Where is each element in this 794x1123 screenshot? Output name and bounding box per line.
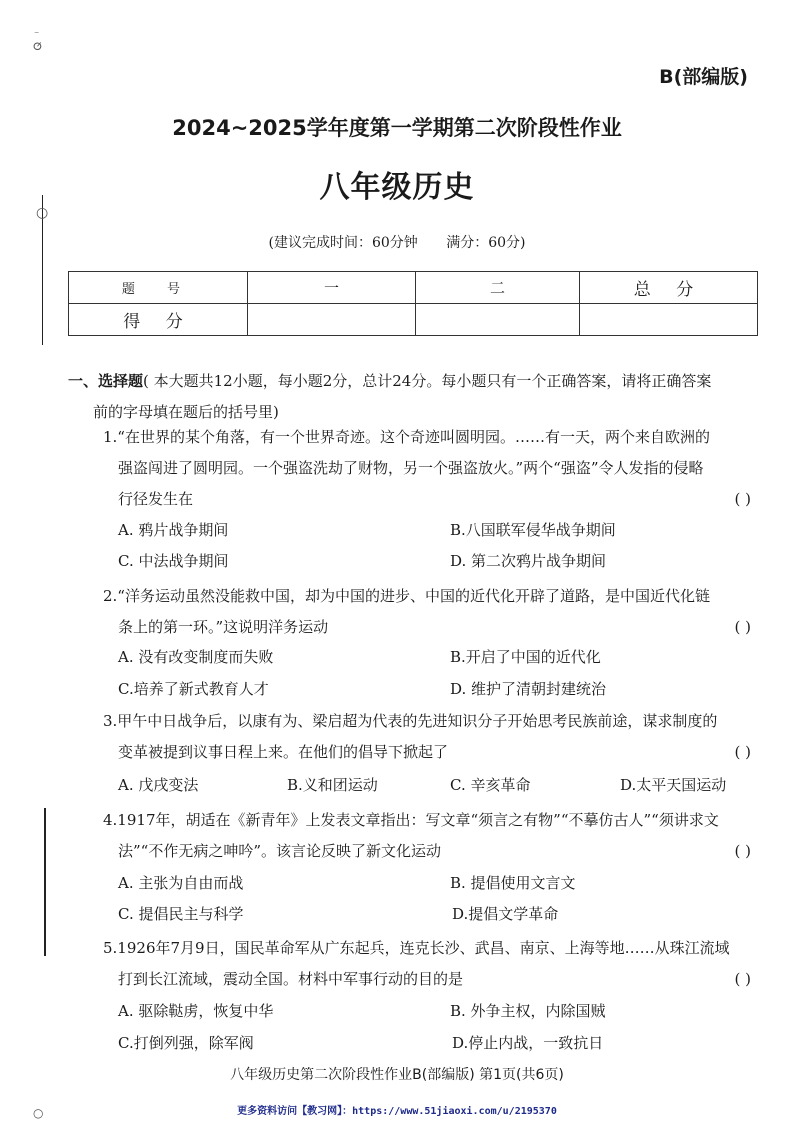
binding-line [44, 808, 46, 956]
answer-bracket[interactable]: ( ) [734, 842, 751, 860]
question-line [103, 484, 763, 515]
section-label: 一、选择题 [68, 372, 144, 390]
option-c[interactable]: C.培养了新式教育人才 [118, 680, 269, 698]
question-stem-end: 变革被提到议事日程上来。在他们的倡导下掀起了 [118, 743, 449, 761]
question-line [103, 836, 763, 867]
option-c[interactable]: C. 辛亥革命 [450, 776, 531, 794]
option-a[interactable]: A. 鸦片战争期间 [118, 521, 229, 539]
option-a[interactable]: A. 驱除鞑虏，恢复中华 [118, 1002, 274, 1020]
question-line [103, 737, 763, 768]
exam-title: 2024~2025学年度第一学期第二次阶段性作业 [172, 116, 622, 140]
question-line: 4.1917年，胡适在《新青年》上发表文章指出：写文章“须言之有物”“不摹仿古人”“须讲求文 [103, 811, 719, 829]
question-line: 5.1926年7月9日，国民革命军从广东起兵，连克长沙、武昌、南京、上海等地……从珠江流域 [103, 939, 730, 957]
score-table-header: 二 [416, 272, 580, 304]
question-line: 强盗闯进了圆明园。一个强盗洗劫了财物，另一个强盗放火。”两个“强盗”令人发指的侵略 [118, 459, 704, 477]
question-stem-end: 条上的第一环。”这说明洋务运动 [118, 618, 329, 636]
answer-bracket[interactable]: ( ) [734, 970, 751, 988]
section-instruction: ( 本大题共12小题，每小题2分，总计24分。每小题只有一个正确答案，请将正确答案 [143, 372, 712, 390]
margin-mark: ⵚ [33, 42, 42, 53]
option-c[interactable]: C. 提倡民主与科学 [118, 905, 244, 923]
option-b[interactable]: B.开启了中国的近代化 [450, 648, 601, 666]
option-d[interactable]: D.太平天国运动 [620, 776, 727, 794]
question-line [103, 964, 763, 995]
section-heading [68, 366, 768, 428]
score-row-label: 得 分 [69, 304, 248, 336]
answer-bracket[interactable]: ( ) [734, 743, 751, 761]
option-b[interactable]: B.义和团运动 [287, 776, 378, 794]
score-cell[interactable] [580, 304, 758, 336]
binding-hole: ○ [36, 205, 49, 221]
page-footer: 八年级历史第二次阶段性作业B(部编版) 第1页(共6页) [230, 1067, 564, 1083]
score-table-header: 总 分 [580, 272, 758, 304]
score-cell[interactable] [248, 304, 416, 336]
question-line: 1.“在世界的某个角落，有一个世界奇迹。这个奇迹叫圆明园。……有一天，两个来自欧洲的 [103, 428, 710, 446]
answer-bracket[interactable]: ( ) [734, 618, 751, 636]
option-b[interactable]: B. 提倡使用文言文 [450, 874, 576, 892]
question-stem-end: 行径发生在 [118, 490, 194, 508]
binding-hole: ○ [33, 1106, 44, 1120]
edition-label: B(部编版) [659, 66, 748, 88]
option-b[interactable]: B.八国联军侵华战争期间 [450, 521, 616, 539]
question-2 [103, 581, 763, 643]
option-a[interactable]: A. 主张为自由而战 [118, 874, 244, 892]
score-table-header: 一 [248, 272, 416, 304]
time-info: (建议完成时间：60分钟 [268, 235, 418, 251]
option-d[interactable]: D.提倡文学革命 [452, 905, 559, 923]
question-4 [103, 805, 763, 867]
option-c[interactable]: C. 中法战争期间 [118, 552, 229, 570]
question-line: 3.甲午中日战争后，以康有为、梁启超为代表的先进知识分子开始思考民族前途，谋求制度的 [103, 712, 718, 730]
question-3 [103, 706, 763, 768]
section-instruction-cont: 前的字母填在题后的括号里) [93, 403, 279, 421]
score-cell[interactable] [416, 304, 580, 336]
option-a[interactable]: A. 戊戌变法 [118, 776, 199, 794]
exam-info [0, 232, 794, 252]
option-c[interactable]: C.打倒列强，除军阀 [118, 1034, 254, 1052]
score-table [68, 271, 758, 336]
subject-title: 八年级历史 [319, 170, 475, 205]
website-link[interactable]: 更多资料访问【教习网】：https://www.51jiaoxi.com/u/2195370 [237, 1106, 557, 1117]
question-line [103, 612, 763, 643]
answer-bracket[interactable]: ( ) [734, 490, 751, 508]
question-5 [103, 933, 763, 995]
score-table-header: 题 号 [69, 272, 248, 304]
option-d[interactable]: D. 第二次鸦片战争期间 [450, 552, 607, 570]
question-line: 2.“洋务运动虽然没能救中国，却为中国的进步、中国的近代化开辟了道路，是中国近代化链 [103, 587, 710, 605]
score-info: 满分：60分) [446, 235, 526, 251]
question-stem-end: 打到长江流域，震动全国。材料中军事行动的目的是 [118, 970, 464, 988]
option-a[interactable]: A. 没有改变制度而失败 [118, 648, 274, 666]
option-b[interactable]: B. 外争主权，内除国贼 [450, 1002, 606, 1020]
margin-mark: ⁻ [34, 30, 40, 41]
question-stem-end: 法”“不作无病之呻吟”。该言论反映了新文化运动 [118, 842, 442, 860]
option-d[interactable]: D. 维护了清朝封建统治 [450, 680, 607, 698]
option-d[interactable]: D.停止内战，一致抗日 [452, 1034, 604, 1052]
question-1 [103, 422, 763, 515]
